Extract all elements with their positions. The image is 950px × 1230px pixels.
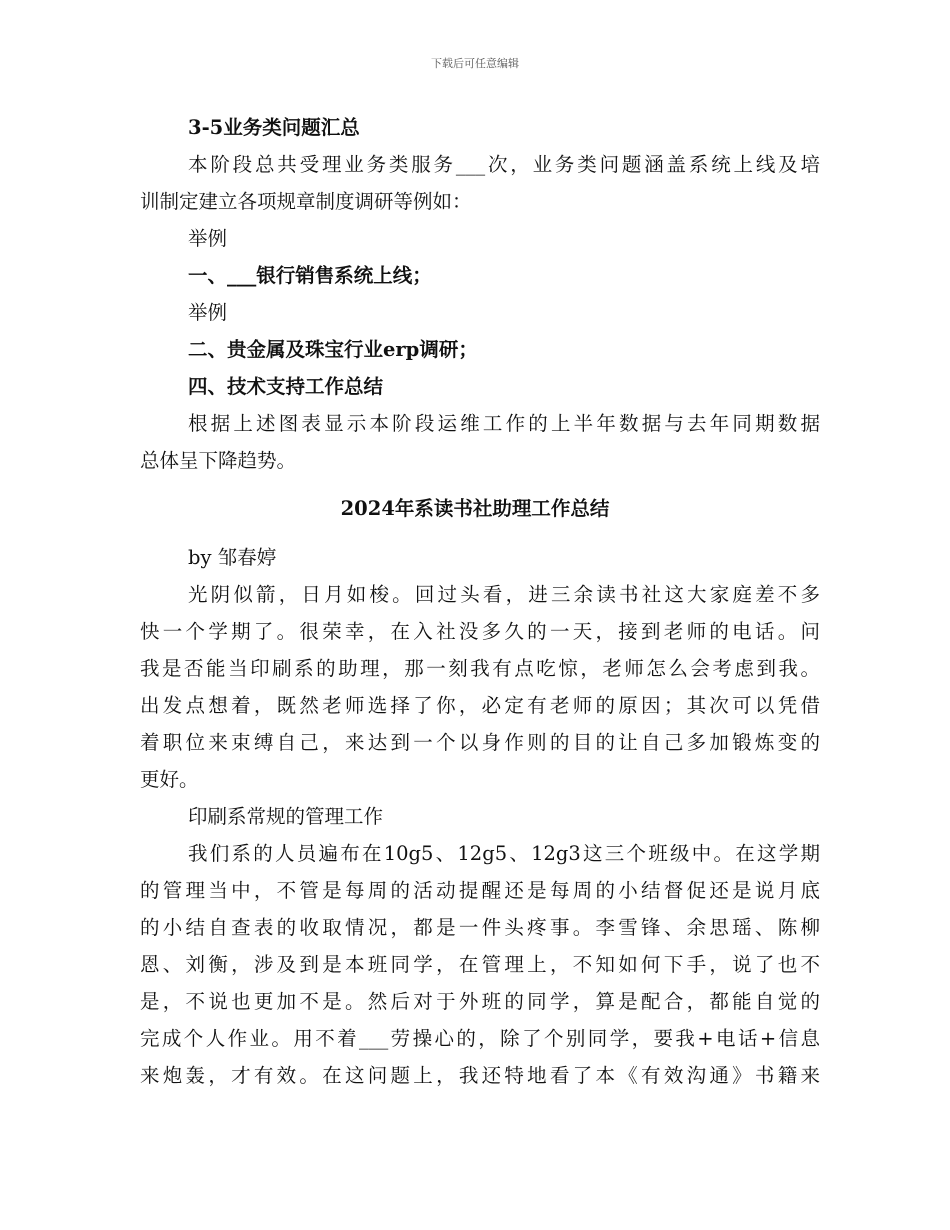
subheading: 印刷系常规的管理工作: [188, 805, 384, 828]
paragraph-line: 着职位来束缚自己，来达到一个以身作则的目的让自己多加锻炼变的: [140, 731, 820, 754]
author-line: by 邹春婷: [188, 546, 277, 569]
page-header: 下载后可任意编辑: [431, 57, 519, 70]
section-heading: 一、___银行销售系统上线；: [188, 264, 432, 287]
paragraph-line: 根据上述图表显示本阶段运维工作的上半年数据与去年同期数据: [188, 412, 820, 435]
paragraph-line: 我是否能当印刷系的助理，那一刻我有点吃惊，老师怎么会考虑到我。: [140, 657, 820, 680]
paragraph-line: 光阴似箭，日月如梭。回过头看，进三余读书社这大家庭差不多: [188, 583, 820, 606]
paragraph-line: 我们系的人员遍布在10g5、12g5、12g3这三个班级中。在这学期: [188, 842, 820, 865]
paragraph-line: 更好。: [140, 768, 199, 791]
paragraph-line: 的管理当中，不管是每周的活动提醒还是每周的小结督促还是说月底: [140, 879, 820, 902]
paragraph-line: 本阶段总共受理业务类服务___次，业务类问题涵盖系统上线及培: [188, 153, 820, 176]
section-heading: 二、贵金属及珠宝行业erp调研；: [188, 338, 478, 361]
paragraph-line: 总体呈下降趋势。: [140, 449, 297, 472]
section-heading: 四、技术支持工作总结: [188, 375, 384, 398]
paragraph-line: 出发点想着，既然老师选择了你，必定有老师的原因；其次可以凭借: [140, 694, 820, 717]
paragraph-line: 完成个人作业。用不着___劳操心的，除了个别同学，要我+电话+信息: [140, 1027, 820, 1050]
paragraph-line: 的小结自查表的收取情况，都是一件头疼事。李雪锋、余思瑶、陈柳: [140, 916, 820, 939]
paragraph-line: 快一个学期了。很荣幸，在入社没多久的一天，接到老师的电话。问: [140, 620, 820, 643]
paragraph-line: 是，不说也更加不是。然后对于外班的同学，算是配合，都能自觉的: [140, 990, 820, 1013]
paragraph-line: 举例: [188, 227, 228, 250]
paragraph-line: 恩、刘衡，涉及到是本班同学，在管理上，不知如何下手，说了也不: [140, 953, 820, 976]
article-title: 2024年系读书社助理工作总结: [340, 497, 610, 520]
paragraph-line: 举例: [188, 301, 228, 324]
paragraph-line: 来炮轰，才有效。在这问题上，我还特地看了本《有效沟通》书籍来: [140, 1064, 820, 1087]
section-heading: 3-5业务类问题汇总: [188, 116, 360, 139]
paragraph-line: 训制定建立各项规章制度调研等例如：: [140, 190, 472, 213]
